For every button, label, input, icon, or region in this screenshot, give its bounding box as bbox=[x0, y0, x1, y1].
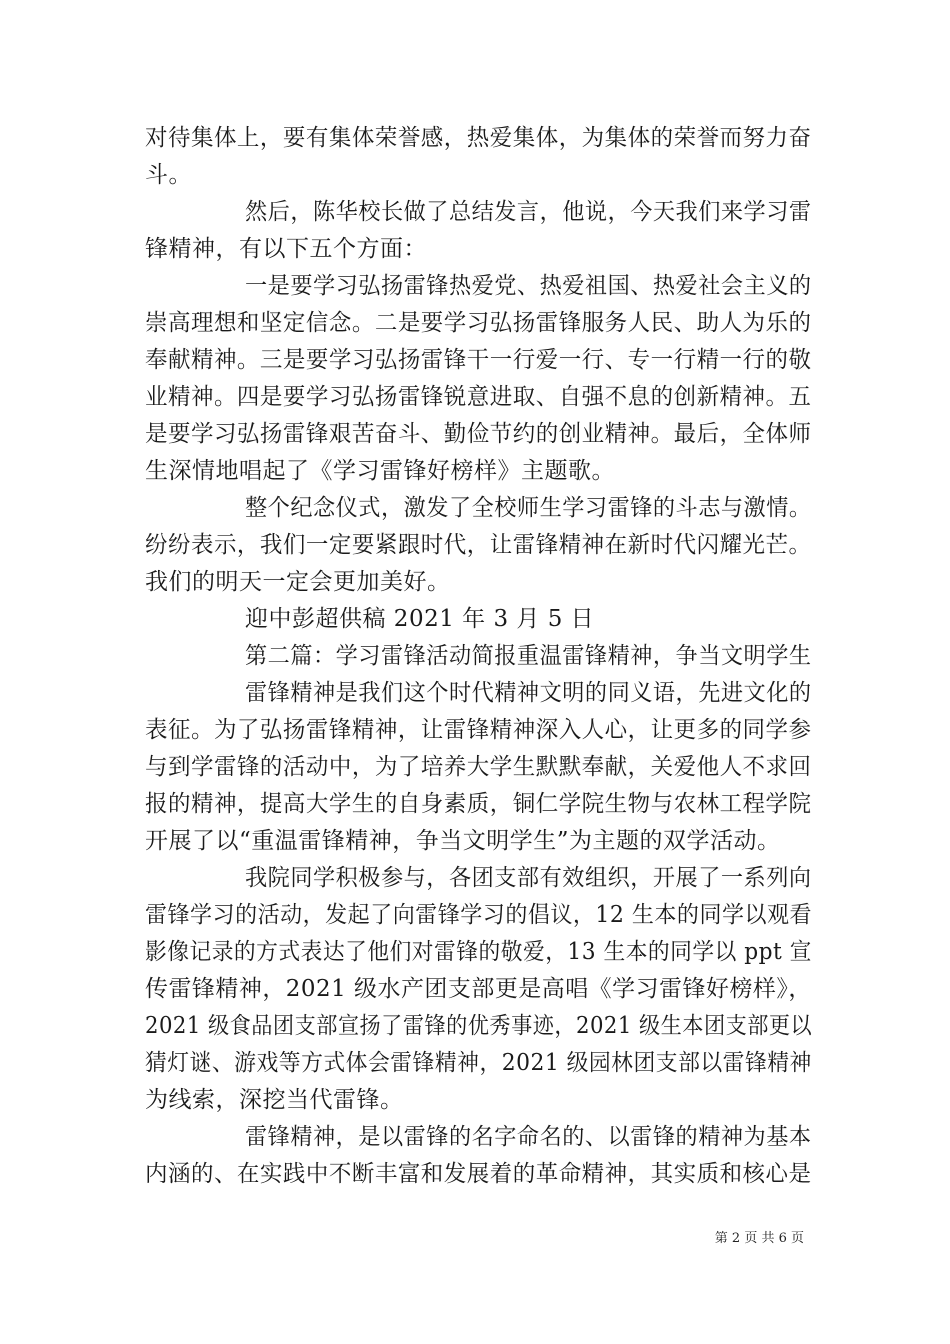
paragraph-start: 我院同学积极参与，各团支部有效组织，开展了一系列向 bbox=[245, 865, 812, 891]
paragraph-start: 然后，陈华校长做了总结发言，他说，今天我们来学习雷 bbox=[245, 199, 812, 225]
paragraph-start: 整个纪念仪式，激发了全校师生学习雷锋的斗志与激情。 bbox=[245, 495, 812, 521]
text-line: 雷锋学习的活动，发起了向雷锋学习的倡议，12 生本的同学以观看 bbox=[145, 902, 813, 928]
text-line: 2021 级食品团支部宣扬了雷锋的优秀事迹，2021 级生本团支部更以 bbox=[145, 1013, 813, 1039]
text-line: 传雷锋精神，2021 级水产团支部更是高唱《学习雷锋好榜样》， bbox=[145, 976, 812, 1002]
text-line: 是要学习弘扬雷锋艰苦奋斗、勤俭节约的创业精神。最后，全体师 bbox=[145, 421, 812, 447]
text-line: 生深情地唱起了《学习雷锋好榜样》主题歌。 bbox=[145, 458, 615, 484]
text-line: 斗。 bbox=[145, 162, 192, 188]
text-line: 猜灯谜、游戏等方式体会雷锋精神，2021 级园林团支部以雷锋精神 bbox=[145, 1050, 812, 1076]
text-line: 报的精神，提高大学生的自身素质，铜仁学院生物与农林工程学院 bbox=[145, 791, 812, 817]
paragraph-start: 一是要学习弘扬雷锋热爱党、热爱祖国、热爱社会主义的 bbox=[245, 273, 812, 299]
byline: 迎中彭超供稿 2021 年 3 月 5 日 bbox=[245, 606, 595, 632]
text-line: 对待集体上，要有集体荣誉感，热爱集体，为集体的荣誉而努力奋 bbox=[145, 125, 812, 151]
text-line: 锋精神，有以下五个方面： bbox=[145, 236, 427, 262]
section-heading: 第二篇：学习雷锋活动简报重温雷锋精神，争当文明学生 bbox=[245, 643, 812, 669]
text-line: 内涵的、在实践中不断丰富和发展着的革命精神，其实质和核心是 bbox=[145, 1161, 812, 1187]
text-line: 我们的明天一定会更加美好。 bbox=[145, 569, 451, 595]
paragraph-start: 雷锋精神是我们这个时代精神文明的同义语，先进文化的 bbox=[245, 680, 812, 706]
page-number-footer: 第 2 页 共 6 页 bbox=[714, 1231, 804, 1246]
paragraph-start: 雷锋精神，是以雷锋的名字命名的、以雷锋的精神为基本 bbox=[245, 1124, 812, 1150]
text-line: 表征。为了弘扬雷锋精神，让雷锋精神深入人心，让更多的同学参 bbox=[145, 717, 812, 743]
text-line: 奉献精神。三是要学习弘扬雷锋干一行爱一行、专一行精一行的敬 bbox=[145, 347, 812, 373]
text-line: 纷纷表示，我们一定要紧跟时代，让雷锋精神在新时代闪耀光芒。 bbox=[145, 532, 812, 558]
text-line: 业精神。四是要学习弘扬雷锋锐意进取、自强不息的创新精神。五 bbox=[145, 384, 812, 410]
text-line: 崇高理想和坚定信念。二是要学习弘扬雷锋服务人民、助人为乐的 bbox=[145, 310, 812, 336]
text-line: 影像记录的方式表达了他们对雷锋的敬爱，13 生本的同学以 ppt 宣 bbox=[145, 939, 812, 965]
text-line: 开展了以“重温雷锋精神，争当文明学生”为主题的双学活动。 bbox=[145, 828, 781, 854]
text-line: 为线索，深挖当代雷锋。 bbox=[145, 1087, 404, 1113]
text-line: 与到学雷锋的活动中，为了培养大学生默默奉献，关爱他人不求回 bbox=[145, 754, 812, 780]
